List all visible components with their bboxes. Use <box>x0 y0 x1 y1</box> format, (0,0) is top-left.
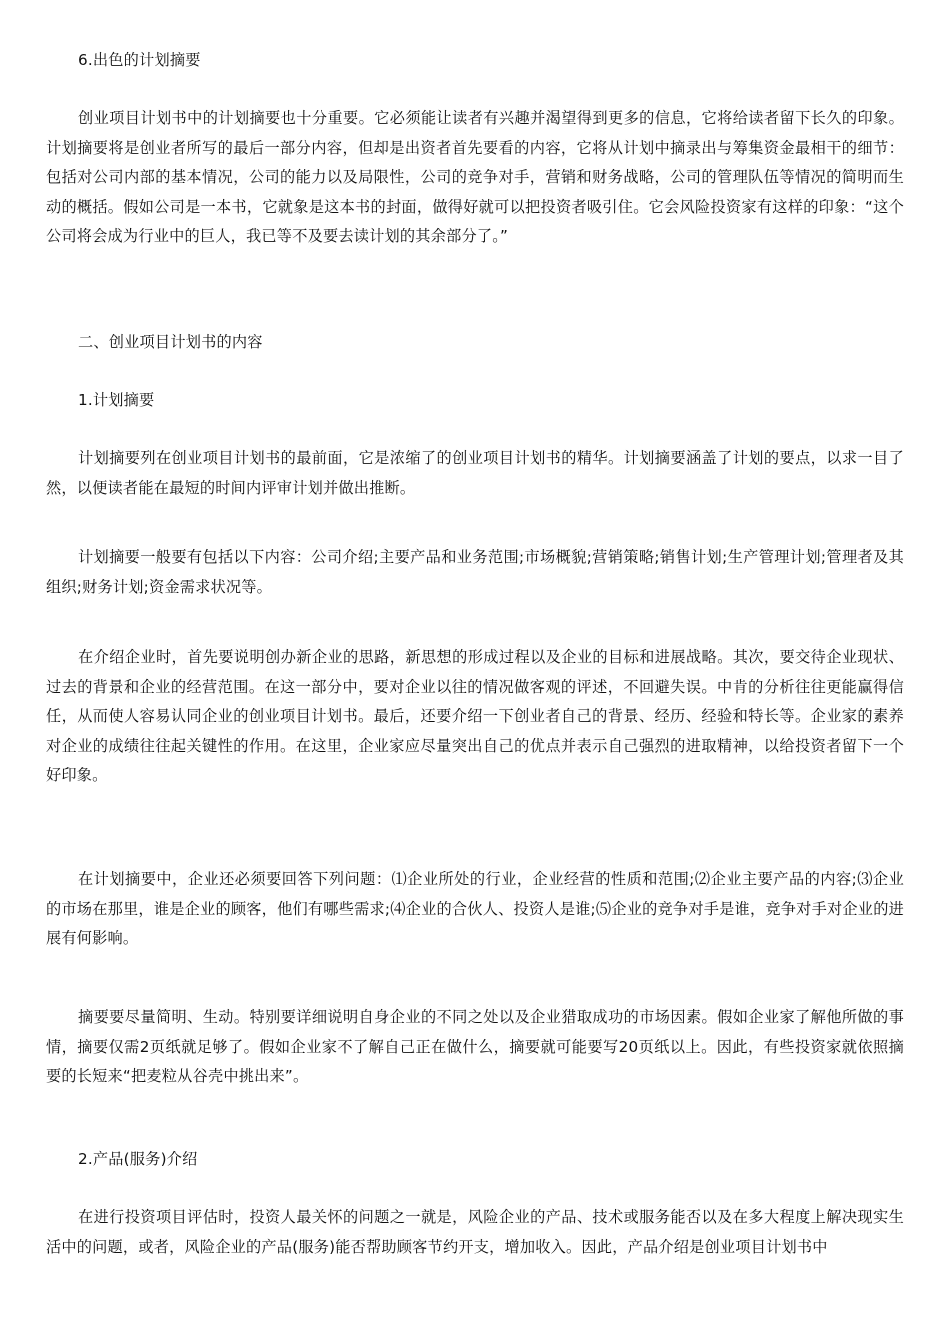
paragraph-summary-position: 计划摘要列在创业项目计划书的最前面，它是浓缩了的创业项目计划书的精华。计划摘要涵盖了计划的要点，以求一目了然，以便读者能在最短的时间内评审计划并做出推断。 <box>46 449 904 497</box>
paragraph-summary-length: 摘要要尽量简明、生动。特别要详细说明自身企业的不同之处以及企业猎取成功的市场因素。假如企业家了解他所做的事情，摘要仅需2页纸就足够了。假如企业家不了解自己正在做什么，摘要就可能要写20页纸以上。因此，有些投资家就依照摘要的长短来“把麦粒从谷壳中挑出来”。 <box>46 1008 904 1085</box>
section-heading-summary-excellence: 6.出色的计划摘要 <box>78 51 201 69</box>
paragraph-summary-questions: 在计划摘要中，企业还必须要回答下列问题：⑴企业所处的行业，企业经营的性质和范围;⑵企业主要产品的内容;⑶企业的市场在那里，谁是企业的顾客，他们有哪些需求;⑷企业的合伙人、投资人是谁;⑸企业的竞争对手是谁，竞争对手对企业的进展有何影响。 <box>46 870 904 947</box>
paragraph-product-evaluation: 在进行投资项目评估时，投资人最关怀的问题之一就是，风险企业的产品、技术或服务能否以及在多大程度上解决现实生活中的问题，或者，风险企业的产品(服务)能否帮助顾客节约开支，增加收入。因此，产品介绍是创业项目计划书中 <box>46 1208 904 1256</box>
paragraph-summary-importance: 创业项目计划书中的计划摘要也十分重要。它必须能让读者有兴趣并渴望得到更多的信息，它将给读者留下长久的印象。计划摘要将是创业者所写的最后一部分内容，但却是出资者首先要看的内容，它将从计划中摘录出与筹集资金最相干的细节：包括对公司内部的基本情况，公司的能力以及局限性，公司的竞争对手，营销和财务战略，公司的管理队伍等情况的简明而生动的概括。假如公司是一本书，它就象是这本书的封面，做得好就可以把投资者吸引住。它会风险投资家有这样的印象：“这个公司将会成为行业中的巨人，我已等不及要去读计划的其余部分了。” <box>46 109 904 245</box>
chapter-heading-plan-contents: 二、创业项目计划书的内容 <box>78 333 263 351</box>
section-heading-product-introduction: 2.产品(服务)介绍 <box>78 1150 198 1168</box>
paragraph-summary-contents: 计划摘要一般要有包括以下内容：公司介绍;主要产品和业务范围;市场概貌;营销策略;销售计划;生产管理计划;管理者及其组织;财务计划;资金需求状况等。 <box>46 548 904 596</box>
section-heading-plan-summary: 1.计划摘要 <box>78 391 155 409</box>
paragraph-company-introduction: 在介绍企业时，首先要说明创办新企业的思路，新思想的形成过程以及企业的目标和进展战略。其次，要交待企业现状、过去的背景和企业的经营范围。在这一部分中，要对企业以往的情况做客观的评述，不回避失误。中肯的分析往往更能赢得信任，从而使人容易认同企业的创业项目计划书。最后，还要介绍一下创业者自己的背景、经历、经验和特长等。企业家的素养对企业的成绩往往起关键性的作用。在这里，企业家应尽量突出自己的优点并表示自己强烈的进取精神，以给投资者留下一个好印象。 <box>46 648 904 784</box>
